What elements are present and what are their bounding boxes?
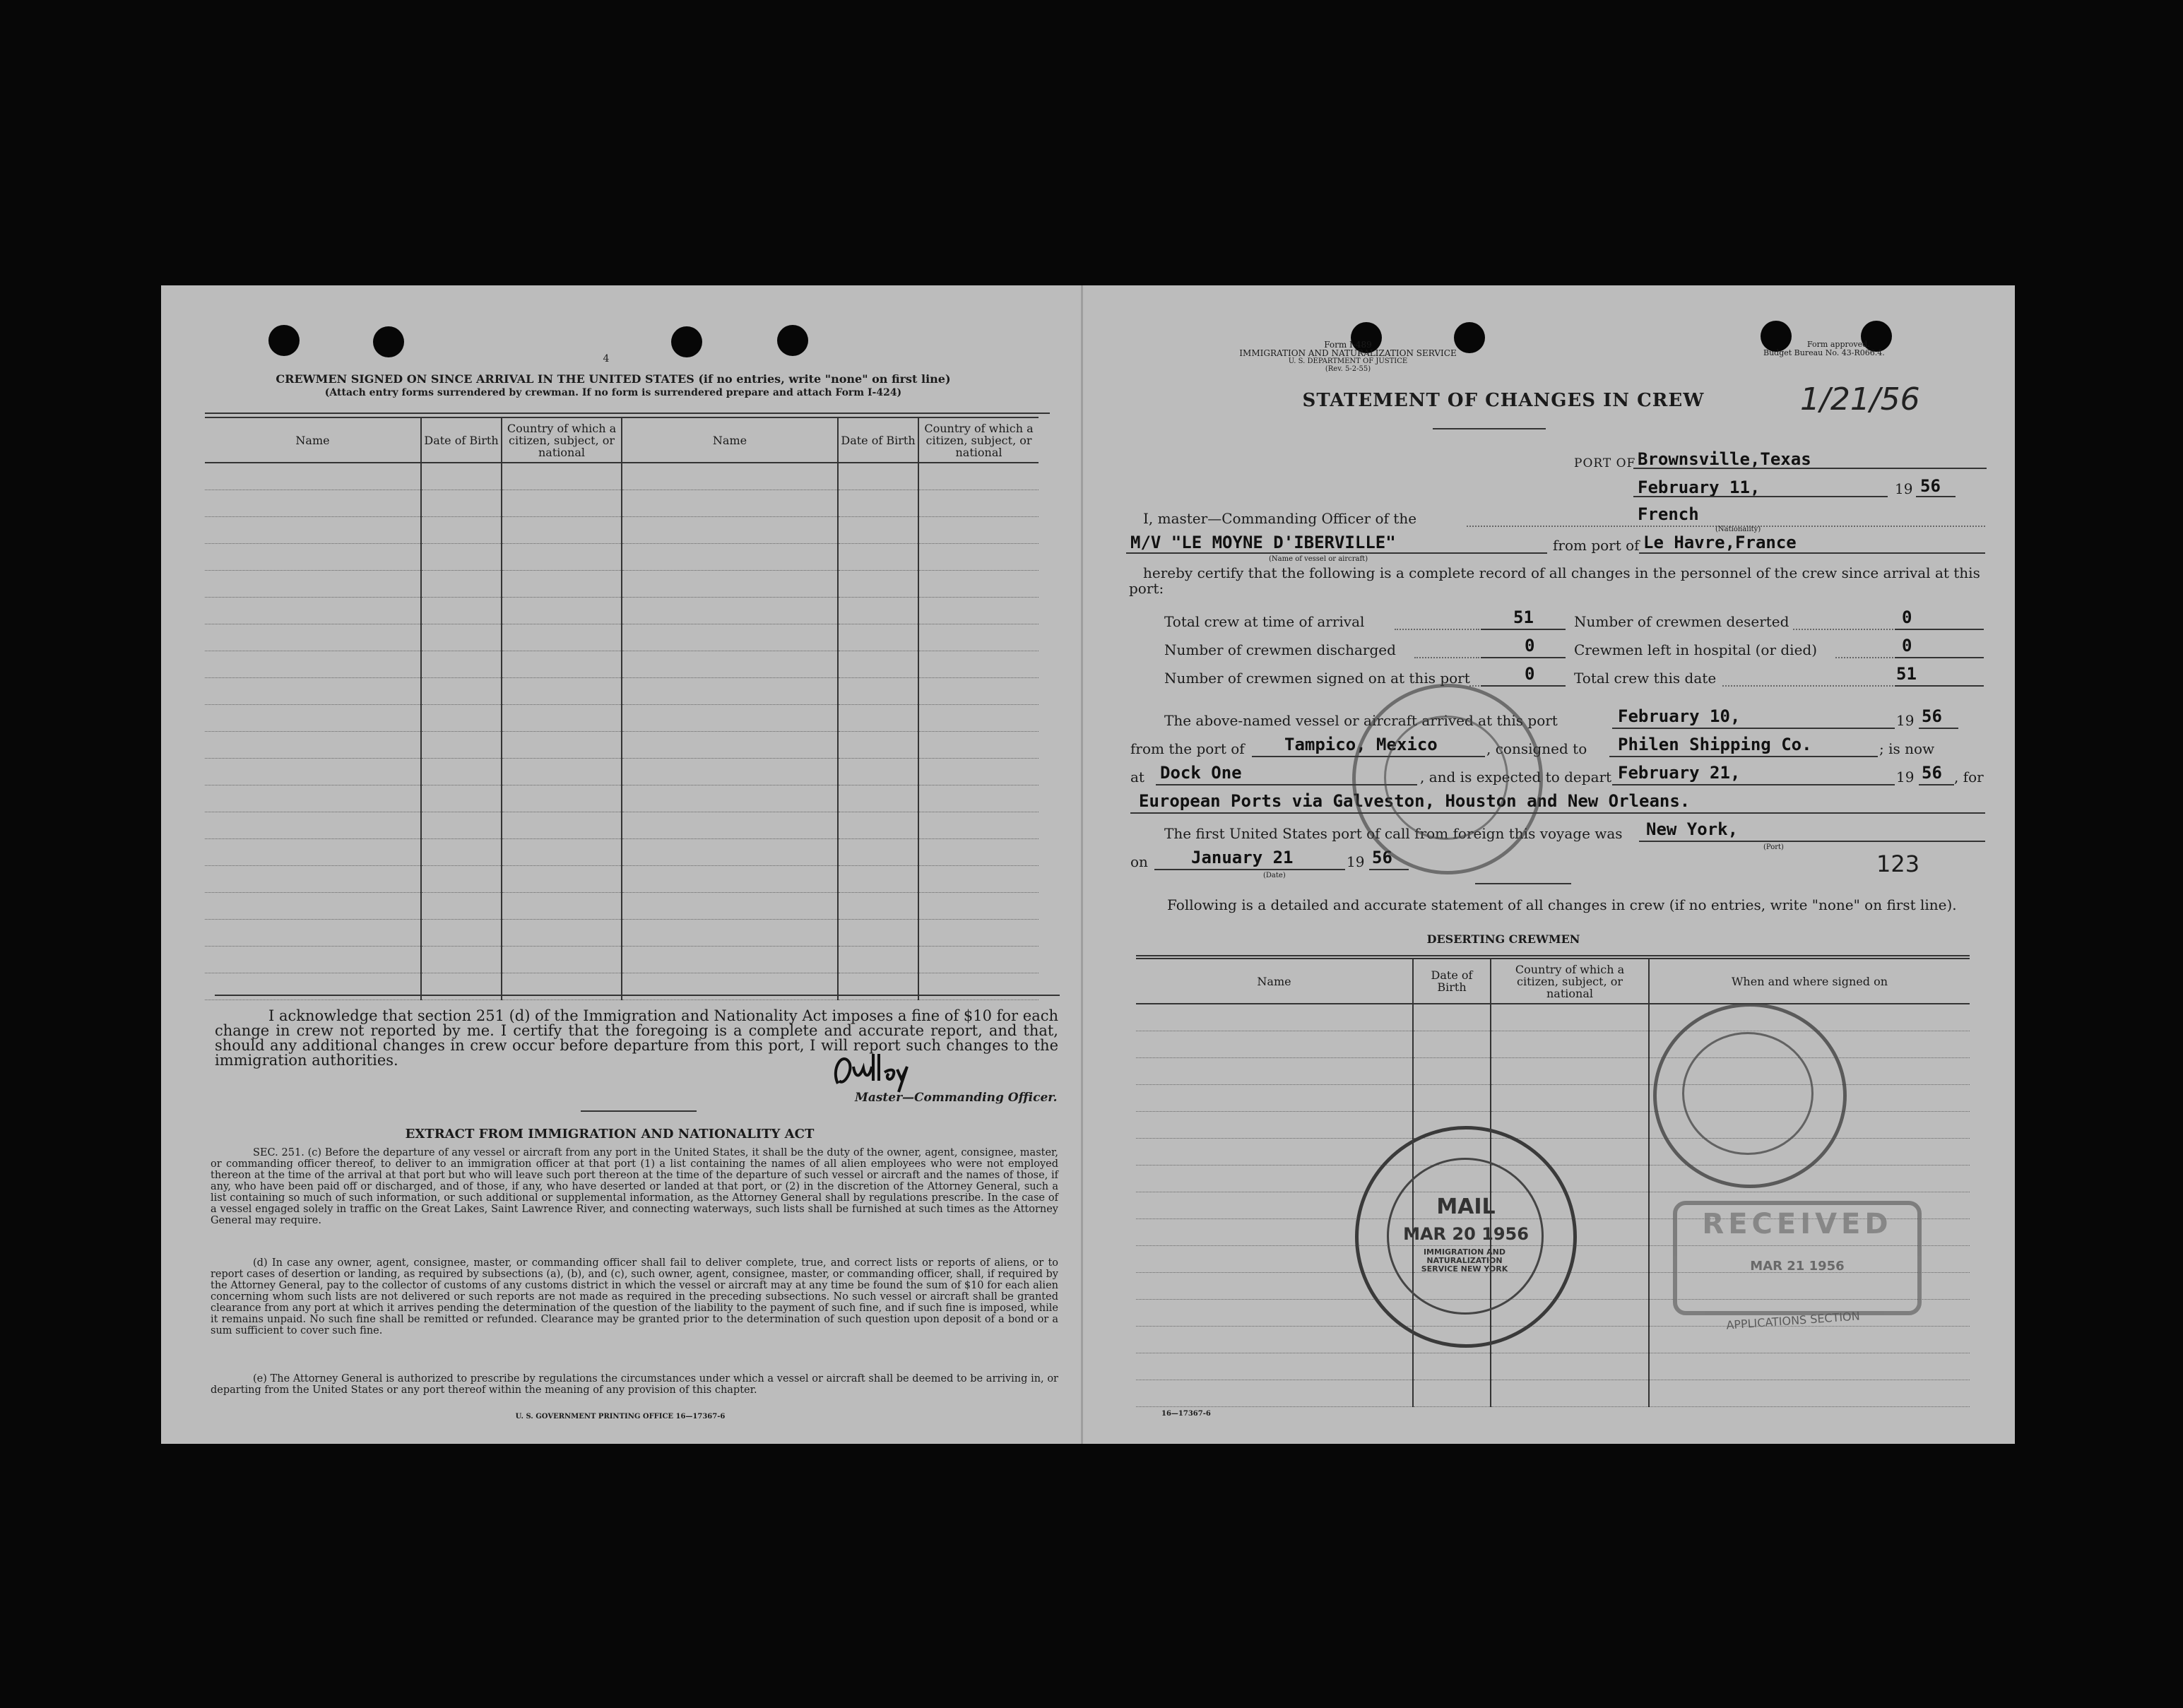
table-cell	[1413, 1058, 1491, 1085]
discharged-label: Number of crewmen discharged	[1164, 641, 1396, 658]
received-stamp-label: RECEIVED	[1702, 1208, 1893, 1240]
table-cell	[918, 463, 1039, 490]
extract-section-c: SEC. 251. (c) Before the departure of any vessel or aircraft from any port in the United States, it shall be the duty of the owner, agent, consignee, master, or commanding officer thereof, to deliver to an immigration officer at that port (1) a list containing the names of all alien employees who were not employed thereon at the time of the arrival at that port but who will leave such port thereon at the time of the departure of such vessel or aircraft and the names of those, if any, who have been paid off or discharged, and of those, if any, who have deserted or landed at that port, or (2) in the discretion of the Attorney General, such a list containing so much of such information, or such additional or supplemental information, as the Attorney General shall by regulations prescribe. In the case of a vessel engaged solely in traffic on the Great Lakes, Saint Lawrence River, and connecting waterways, such lists shall be furnished at such times as the Attorney General may require.	[211, 1147, 1058, 1226]
table-cell	[421, 947, 502, 973]
port-value: Brownsville,Texas	[1638, 449, 1811, 469]
table-cell	[502, 705, 622, 732]
table-cell	[838, 732, 918, 759]
arrived-statement: The above-named vessel or aircraft arrived at this port	[1164, 712, 1558, 729]
table-cell	[205, 732, 421, 759]
punch-hole	[777, 325, 808, 356]
table-cell	[502, 839, 622, 866]
table-row	[205, 839, 1039, 866]
deserted-label: Number of crewmen deserted	[1574, 613, 1789, 630]
form-number: Form I-489	[1324, 340, 1372, 350]
table-cell	[205, 624, 421, 651]
table-cell	[421, 463, 502, 490]
first-port-value: New York,	[1646, 819, 1739, 839]
table-cell	[502, 598, 622, 624]
table-cell	[1136, 1380, 1413, 1407]
year-prefix: 19	[1895, 480, 1913, 497]
table-cell	[1136, 1058, 1413, 1085]
year-prefix: 19	[1896, 769, 1915, 785]
page-number-handwritten: 123	[1876, 850, 1920, 877]
table-cell	[622, 839, 838, 866]
table-cell	[1413, 1353, 1491, 1380]
table-cell	[1491, 1004, 1649, 1031]
report-year: 56	[1920, 476, 1941, 496]
table-cell	[1413, 1004, 1491, 1031]
table-cell	[1136, 1112, 1413, 1139]
table-cell	[622, 812, 838, 839]
table-cell	[205, 866, 421, 893]
mail-stamp-label: MAIL	[1436, 1194, 1496, 1219]
table-row	[205, 812, 1039, 839]
table-cell	[1491, 1085, 1649, 1112]
applications-section-stamp: APPLICATIONS SECTION	[1725, 1309, 1861, 1332]
table-row	[1136, 1380, 1970, 1407]
first-port-statement: The first United States port of call from foreign this voyage was	[1164, 825, 1623, 842]
table-cell	[1491, 1353, 1649, 1380]
table-cell	[502, 463, 622, 490]
at-label: at	[1130, 769, 1144, 785]
table-cell	[1136, 1031, 1413, 1058]
table-cell	[838, 705, 918, 732]
table-cell	[838, 947, 918, 973]
table-cell	[622, 544, 838, 571]
table-row	[205, 624, 1039, 651]
table-cell	[421, 571, 502, 598]
nationality-value: French	[1638, 504, 1699, 524]
table-cell	[838, 920, 918, 947]
table-cell	[205, 490, 421, 517]
table-cell	[502, 759, 622, 785]
table-cell	[918, 839, 1039, 866]
table-cell	[622, 759, 838, 785]
table-row	[205, 598, 1039, 624]
depart-year: 56	[1922, 763, 1942, 783]
table-row	[205, 490, 1039, 517]
table-cell	[918, 705, 1039, 732]
col-header-name: Name	[1136, 959, 1413, 1004]
table-cell	[1136, 1353, 1413, 1380]
from-the-port-label: from the port of	[1130, 740, 1245, 757]
table-cell	[205, 759, 421, 785]
table-row	[205, 785, 1039, 812]
table-cell	[918, 490, 1039, 517]
form-title: STATEMENT OF CHANGES IN CREW	[1302, 390, 1705, 411]
table-cell	[838, 678, 918, 705]
table-row	[205, 705, 1039, 732]
table-cell	[1136, 1004, 1413, 1031]
table-row	[205, 678, 1039, 705]
col-header-country: Country of which a citizen, subject, or national	[918, 417, 1039, 463]
table-cell	[205, 517, 421, 544]
consigned-label: , consigned to	[1486, 740, 1587, 757]
table-row	[205, 893, 1039, 920]
for-label: , for	[1954, 769, 1984, 785]
table-cell	[421, 920, 502, 947]
extract-title: EXTRACT FROM IMMIGRATION AND NATIONALITY ACT	[405, 1127, 815, 1141]
table-cell	[622, 920, 838, 947]
table-row	[205, 920, 1039, 947]
table-cell	[502, 920, 622, 947]
table-cell	[205, 463, 421, 490]
form-approval: Form approved.	[1807, 340, 1870, 349]
vessel-caption: (Name of vessel or aircraft)	[1269, 555, 1368, 563]
table-cell	[421, 544, 502, 571]
table-cell	[622, 705, 838, 732]
center-fold	[1081, 285, 1083, 1444]
table-cell	[502, 678, 622, 705]
table-cell	[838, 544, 918, 571]
year-prefix: 19	[1896, 712, 1915, 729]
table-cell	[622, 947, 838, 973]
table-row	[205, 544, 1039, 571]
mail-stamp	[1355, 1126, 1577, 1348]
table-row	[1136, 1139, 1970, 1166]
col-header-dob: Date of Birth	[1413, 959, 1491, 1004]
table-cell	[421, 893, 502, 920]
table-cell	[918, 866, 1039, 893]
table-cell	[205, 947, 421, 973]
table-cell	[502, 732, 622, 759]
form-footer: 16—17367-6	[1161, 1410, 1211, 1418]
table-cell	[421, 598, 502, 624]
table-cell	[205, 678, 421, 705]
page-number: 4	[603, 353, 610, 364]
certify-statement: hereby certify that the following is a complete record of all changes in the personnel of the crew since arrival at this port:	[1129, 564, 1980, 597]
table-row	[1136, 1004, 1970, 1031]
table-cell	[622, 732, 838, 759]
table-cell	[622, 490, 838, 517]
table-row	[205, 732, 1039, 759]
total-crew-date-value: 51	[1896, 664, 1917, 684]
table-cell	[918, 598, 1039, 624]
table-cell	[838, 517, 918, 544]
year-prefix: 19	[1347, 853, 1365, 870]
table-row	[1136, 1353, 1970, 1380]
total-crew-arrival-label: Total crew at time of arrival	[1164, 613, 1365, 630]
budget-bureau-number: Budget Bureau No. 43-R066.4.	[1763, 348, 1885, 357]
table-cell	[1136, 1327, 1413, 1353]
mail-stamp-date: MAR 20 1956	[1403, 1224, 1529, 1244]
table-cell	[502, 893, 622, 920]
arrived-date: February 10,	[1618, 706, 1741, 726]
table-cell	[918, 517, 1039, 544]
table-cell	[838, 785, 918, 812]
table-cell	[918, 651, 1039, 678]
table-cell	[838, 866, 918, 893]
table-cell	[622, 651, 838, 678]
table-cell	[205, 839, 421, 866]
table-cell	[502, 571, 622, 598]
table-row	[1136, 1112, 1970, 1139]
table-cell	[1413, 1031, 1491, 1058]
port-stamp	[1352, 684, 1543, 874]
table-cell	[502, 812, 622, 839]
table-cell	[421, 678, 502, 705]
total-crew-arrival-value: 51	[1513, 607, 1534, 627]
table-cell	[1136, 1085, 1413, 1112]
form-revision: (Rev. 5-2-55)	[1325, 365, 1371, 373]
table-cell	[421, 732, 502, 759]
table-row	[205, 866, 1039, 893]
table-cell	[421, 785, 502, 812]
table-cell	[918, 920, 1039, 947]
table-cell	[1649, 1353, 1970, 1380]
following-statement: Following is a detailed and accurate statement of all changes in crew (if no entries, write "none" on first line).	[1167, 896, 1957, 913]
col-header-country: Country of which a citizen, subject, or national	[502, 417, 622, 463]
table-cell	[502, 651, 622, 678]
table-cell	[838, 812, 918, 839]
master-statement: I, master—Commanding Officer of the	[1143, 510, 1417, 527]
total-crew-date-label: Total crew this date	[1574, 670, 1717, 687]
table-cell	[502, 947, 622, 973]
table-row	[205, 571, 1039, 598]
handwritten-date: 1/21/56	[1800, 381, 1920, 417]
table-cell	[1413, 1085, 1491, 1112]
port-caption: (Port)	[1763, 843, 1784, 851]
table-cell	[421, 490, 502, 517]
table-cell	[421, 517, 502, 544]
table-cell	[205, 651, 421, 678]
table-cell	[918, 947, 1039, 973]
col-header-dob: Date of Birth	[421, 417, 502, 463]
signed-on-label: Number of crewmen signed on at this port	[1164, 670, 1470, 687]
arrived-year: 56	[1922, 706, 1942, 726]
punch-hole	[268, 325, 300, 356]
table-row	[1136, 1031, 1970, 1058]
table-cell	[918, 785, 1039, 812]
table-cell	[205, 598, 421, 624]
table-cell	[622, 893, 838, 920]
table-cell	[205, 785, 421, 812]
table-cell	[421, 651, 502, 678]
punch-hole	[1761, 321, 1792, 352]
table-cell	[1491, 1058, 1649, 1085]
extract-section-d: (d) In case any owner, agent, consignee, master, or commanding officer shall fail to deliver complete, true, and correct lists or reports of aliens, or to report cases of desertion or landing, as required by subsections (a), (b), and (c), such owner, agent, consignee, master, or commanding officer, shall, if required by the Attorney General, pay to the collector of customs of any customs district in which the vessel or aircraft may at any time be found the sum of $10 for each alien concerning whom such lists are not delivered or such reports are not made as required in the preceding subsections. No such vessel or aircraft shall be granted clearance from any port at which it arrives pending the determination of the question of the liability to the payment of such fine, and if such fine is imposed, while it remains unpaid. No such fine shall be remitted or refunded. Clearance may be granted prior to the determination of such question upon deposit of a bond or a sum sufficient to cover such fine.	[211, 1257, 1058, 1336]
table-cell	[838, 490, 918, 517]
col-header-when-where: When and where signed on	[1649, 959, 1970, 1004]
table-row	[205, 463, 1039, 490]
table-cell	[622, 785, 838, 812]
table-cell	[502, 866, 622, 893]
consigned-value: Philen Shipping Co.	[1618, 735, 1812, 754]
discharged-value: 0	[1525, 636, 1535, 656]
table-cell	[1491, 1380, 1649, 1407]
table-cell	[622, 598, 838, 624]
signed-on-value: 0	[1525, 664, 1535, 684]
table-cell	[1413, 1380, 1491, 1407]
table-cell	[622, 463, 838, 490]
table-cell	[918, 812, 1039, 839]
table-cell	[1136, 1300, 1413, 1327]
col-header-country: Country of which a citizen, subject, or national	[1491, 959, 1649, 1004]
on-label: on	[1130, 853, 1148, 870]
table-cell	[838, 598, 918, 624]
document-sheet	[161, 285, 2015, 1444]
from-the-port-value: Tampico, Mexico	[1284, 735, 1438, 754]
table-cell	[421, 759, 502, 785]
col-header-dob: Date of Birth	[838, 417, 918, 463]
table-row	[205, 651, 1039, 678]
date-caption: (Date)	[1263, 872, 1286, 879]
table-cell	[918, 624, 1039, 651]
table-cell	[502, 517, 622, 544]
table-cell	[918, 893, 1039, 920]
table-cell	[421, 812, 502, 839]
deserted-value: 0	[1902, 607, 1912, 627]
table-cell	[838, 463, 918, 490]
deserting-crewmen-title: DESERTING CREWMEN	[1426, 932, 1580, 946]
table-row	[205, 759, 1039, 785]
crewmen-signed-heading: CREWMEN SIGNED ON SINCE ARRIVAL IN THE UNITED STATES (if no entries, write "none" on first line)	[276, 372, 951, 386]
table-cell	[1491, 1031, 1649, 1058]
from-port-label: from port of	[1553, 537, 1640, 554]
table-cell	[622, 571, 838, 598]
hospital-value: 0	[1902, 636, 1912, 656]
table-row	[1136, 1327, 1970, 1353]
table-cell	[918, 759, 1039, 785]
table-row	[205, 947, 1039, 973]
table-cell	[421, 866, 502, 893]
table-cell	[502, 490, 622, 517]
port-label: PORT OF	[1574, 456, 1636, 470]
mail-stamp-subtext: IMMIGRATION AND NATURALIZATION SERVICE NEW YORK	[1421, 1247, 1508, 1274]
table-cell	[421, 839, 502, 866]
received-stamp	[1673, 1201, 1922, 1315]
table-cell	[622, 866, 838, 893]
crewmen-signed-subheading: (Attach entry forms surrendered by crewman. If no form is surrendered prepare and attach Form I-424)	[324, 387, 902, 398]
received-stamp-date: MAR 21 1956	[1750, 1259, 1845, 1274]
table-cell	[838, 839, 918, 866]
signature-caption: Master—Commanding Officer.	[855, 1091, 1058, 1105]
table-cell	[502, 544, 622, 571]
printing-office-footer: U. S. GOVERNMENT PRINTING OFFICE 16—17367-6	[515, 1413, 726, 1421]
destination-value: European Ports via Galveston, Houston and New Orleans.	[1139, 791, 1691, 811]
table-cell	[838, 624, 918, 651]
is-now-text: ; is now	[1879, 740, 1935, 757]
table-cell	[205, 705, 421, 732]
table-cell	[918, 732, 1039, 759]
table-cell	[205, 544, 421, 571]
table-cell	[622, 678, 838, 705]
table-cell	[502, 785, 622, 812]
table-cell	[502, 624, 622, 651]
agency-name: IMMIGRATION AND NATURALIZATION SERVICE	[1239, 348, 1457, 358]
table-cell	[1491, 1112, 1649, 1139]
table-cell	[421, 624, 502, 651]
acknowledgment-text: I acknowledge that section 251 (d) of the Immigration and Nationality Act imposes a fine of $10 for each change in crew not reported by me. I certify that the foregoing is a complete and accurate report, and that, should any additional changes in crew occur before departure from this port, I will report such changes to the immigration authorities.	[215, 1007, 1058, 1069]
master-signature	[828, 1048, 913, 1095]
table-cell	[622, 517, 838, 544]
vessel-name: M/V "LE MOYNE D'IBERVILLE"	[1130, 533, 1396, 552]
table-cell	[1649, 1380, 1970, 1407]
col-header-name: Name	[205, 417, 421, 463]
brownsville-stamp	[1653, 1003, 1847, 1188]
col-header-name: Name	[622, 417, 838, 463]
expected-depart-label: , and is expected to depart	[1420, 769, 1612, 785]
punch-hole	[373, 326, 404, 357]
table-cell	[205, 571, 421, 598]
table-cell	[838, 759, 918, 785]
nationality-caption: (Nationality)	[1715, 526, 1761, 533]
table-cell	[1136, 1139, 1413, 1166]
table-cell	[622, 624, 838, 651]
dock-value: Dock One	[1160, 763, 1242, 783]
table-cell	[918, 678, 1039, 705]
crewmen-signed-table	[205, 417, 1039, 1000]
table-cell	[838, 571, 918, 598]
table-cell	[421, 705, 502, 732]
extract-section-e: (e) The Attorney General is authorized to prescribe by regulations the circumstances under which a vessel or aircraft shall be deemed to be arriving in, or departing from the United States or any port thereof within the meaning of any provision of this chapter.	[211, 1373, 1058, 1396]
first-port-year: 56	[1372, 848, 1392, 867]
table-cell	[205, 812, 421, 839]
table-row	[205, 517, 1039, 544]
table-cell	[205, 920, 421, 947]
report-date: February 11,	[1638, 478, 1761, 497]
table-cell	[838, 893, 918, 920]
punch-hole	[671, 326, 702, 357]
table-cell	[205, 893, 421, 920]
depart-date: February 21,	[1618, 763, 1741, 783]
from-port-value: Le Havre,France	[1643, 533, 1797, 552]
table-cell	[918, 571, 1039, 598]
table-cell	[918, 544, 1039, 571]
hospital-label: Crewmen left in hospital (or died)	[1574, 641, 1818, 658]
department-name: U. S. DEPARTMENT OF JUSTICE	[1288, 357, 1408, 365]
table-cell	[838, 651, 918, 678]
first-port-date: January 21	[1191, 848, 1294, 867]
